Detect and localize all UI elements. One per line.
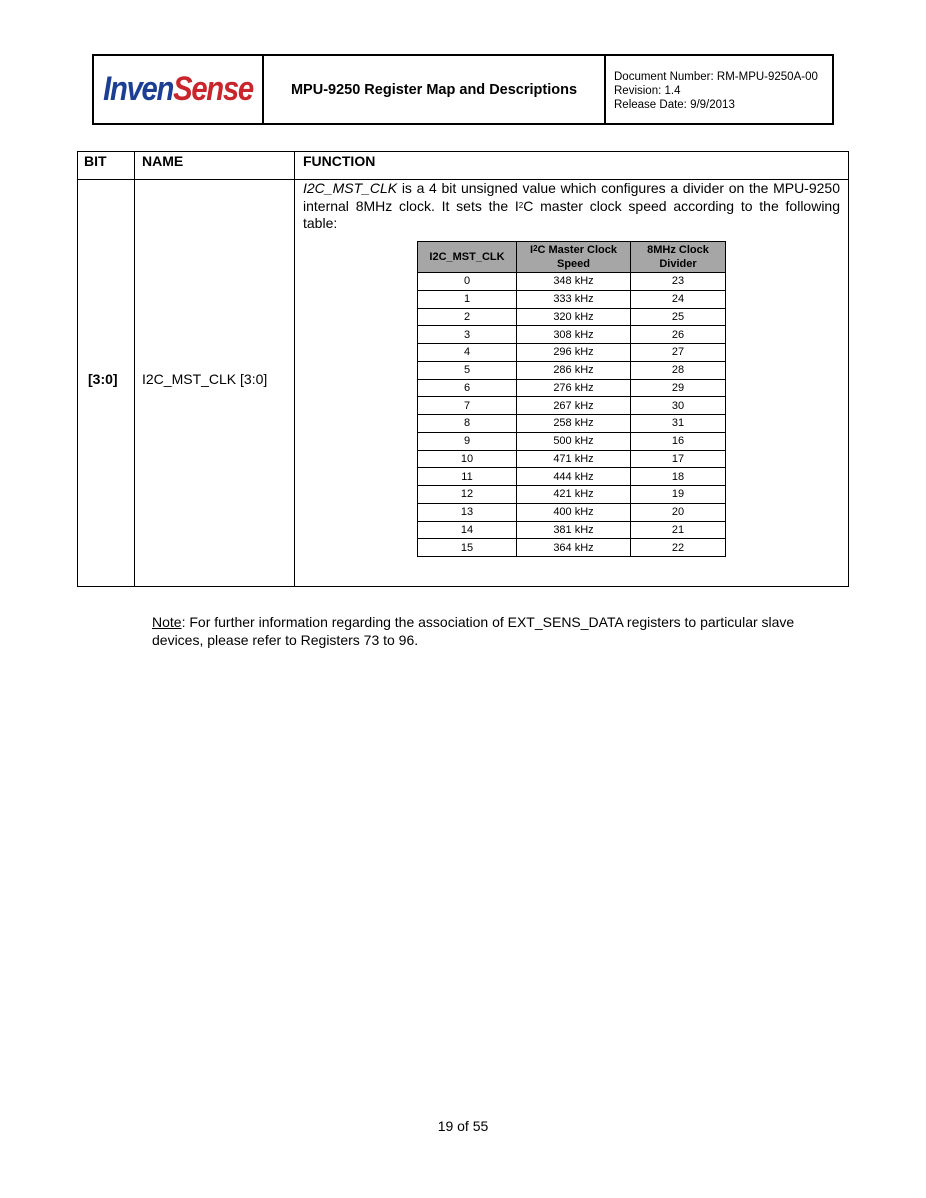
clock-divider-cell: 31 [631, 415, 726, 433]
clock-setting-cell: 0 [418, 273, 517, 291]
clock-divider-cell: 19 [631, 486, 726, 504]
table-row [418, 432, 726, 450]
table-row [418, 326, 726, 344]
table-row [418, 486, 726, 504]
clock-speed-cell: 348 kHz [517, 273, 631, 291]
clock-divider-cell: 20 [631, 503, 726, 521]
clock-speed-cell: 500 kHz [517, 432, 631, 450]
column-divider [294, 152, 295, 586]
clock-setting-cell: 9 [418, 432, 517, 450]
clock-divider-cell: 17 [631, 450, 726, 468]
column-divider [134, 152, 135, 586]
table-row [418, 273, 726, 291]
clock-setting-cell: 11 [418, 468, 517, 486]
clock-divider-cell: 25 [631, 308, 726, 326]
company-logo [94, 56, 264, 123]
clock-speed-cell: 258 kHz [517, 415, 631, 433]
register-name: I2C_MST_CLK [3:0] [142, 371, 268, 387]
field-name: I2C_MST_CLK [303, 180, 398, 196]
note-label: Note [152, 614, 182, 630]
clock-speed-cell: 320 kHz [517, 308, 631, 326]
clock-speed-cell: 364 kHz [517, 539, 631, 557]
header-name: NAME [142, 153, 184, 169]
clock-divider-cell: 22 [631, 539, 726, 557]
clock-speed-cell: 444 kHz [517, 468, 631, 486]
clock-divider-cell: 27 [631, 344, 726, 362]
clock-divider-cell: 23 [631, 273, 726, 291]
table-row [418, 503, 726, 521]
page-number: 19 of 55 [437, 1118, 489, 1134]
clock-speed-cell: 421 kHz [517, 486, 631, 504]
function-text-b: C master clock speed according to the following table: [303, 197, 841, 231]
clock-divider-cell: 21 [631, 521, 726, 539]
clock-setting-cell: 2 [418, 308, 517, 326]
clock-setting-cell: 1 [418, 290, 517, 308]
clock-divider-cell: 16 [631, 432, 726, 450]
document-title: MPU-9250 Register Map and Descriptions [264, 56, 606, 123]
clock-speed-cell: 296 kHz [517, 344, 631, 362]
clock-setting-cell: 6 [418, 379, 517, 397]
clock-table-body [418, 273, 726, 557]
clock-speed-cell: 471 kHz [517, 450, 631, 468]
clock-divider-cell: 18 [631, 468, 726, 486]
clock-speed-cell: 286 kHz [517, 361, 631, 379]
clock-speed-cell: 333 kHz [517, 290, 631, 308]
speed-header-post: C Master Clock Speed [537, 244, 617, 270]
table-row [418, 344, 726, 362]
clock-setting-cell: 13 [418, 503, 517, 521]
logo-part1: Inven [103, 70, 174, 108]
clock-speed-cell: 400 kHz [517, 503, 631, 521]
header-bit: BIT [84, 153, 107, 169]
table-row [418, 379, 726, 397]
table-row [418, 361, 726, 379]
doc-number: Document Number: RM-MPU-9250A-00 [614, 71, 818, 83]
clock-setting-cell: 4 [418, 344, 517, 362]
function-description [303, 180, 840, 233]
table-row [418, 539, 726, 557]
clock-setting-cell: 5 [418, 361, 517, 379]
table-row [418, 450, 726, 468]
speed-header-sup: 2 [533, 244, 538, 253]
document-meta [606, 56, 832, 123]
clock-setting-cell: 7 [418, 397, 517, 415]
clock-header-divider: 8MHz Clock Divider [631, 242, 726, 273]
clock-setting-cell: 8 [418, 415, 517, 433]
clock-setting-cell: 14 [418, 521, 517, 539]
table-row [418, 290, 726, 308]
clock-speed-cell: 267 kHz [517, 397, 631, 415]
speed-header-pre: I [530, 244, 534, 256]
logo-part2: Sense [173, 70, 253, 108]
note-text: : For further information regarding the association of EXT_SENS_DATA registers to particular slave devices, please refer to Registers 73 to 96. [152, 614, 795, 648]
logo-wordmark [103, 70, 253, 109]
clock-divider-cell: 28 [631, 361, 726, 379]
table-row [418, 521, 726, 539]
clock-divider-cell: 26 [631, 326, 726, 344]
clock-setting-cell: 15 [418, 539, 517, 557]
clock-divider-cell: 29 [631, 379, 726, 397]
clock-divider-table [417, 241, 726, 557]
doc-revision: Revision: 1.4 [614, 85, 681, 97]
clock-divider-cell: 24 [631, 290, 726, 308]
clock-table-header [418, 242, 726, 273]
note-paragraph [152, 613, 832, 649]
function-sup: 2 [518, 200, 524, 210]
clock-header-setting: I2C_MST_CLK [418, 242, 517, 273]
table-row [418, 397, 726, 415]
table-row [418, 415, 726, 433]
clock-speed-cell: 381 kHz [517, 521, 631, 539]
function-text-a: is a 4 bit unsigned value which configures a divider on the MPU-9250 internal 8MHz clock. It sets the I [303, 180, 840, 214]
table-row [418, 468, 726, 486]
doc-release-date: Release Date: 9/9/2013 [614, 99, 735, 111]
register-table [77, 151, 849, 587]
bit-value: [3:0] [88, 371, 118, 387]
clock-speed-cell: 276 kHz [517, 379, 631, 397]
header-function: FUNCTION [303, 153, 376, 169]
table-row [418, 308, 726, 326]
clock-setting-cell: 3 [418, 326, 517, 344]
clock-header-speed [517, 242, 631, 273]
document-header [92, 54, 834, 125]
clock-setting-cell: 10 [418, 450, 517, 468]
clock-speed-cell: 308 kHz [517, 326, 631, 344]
clock-divider-cell: 30 [631, 397, 726, 415]
clock-setting-cell: 12 [418, 486, 517, 504]
